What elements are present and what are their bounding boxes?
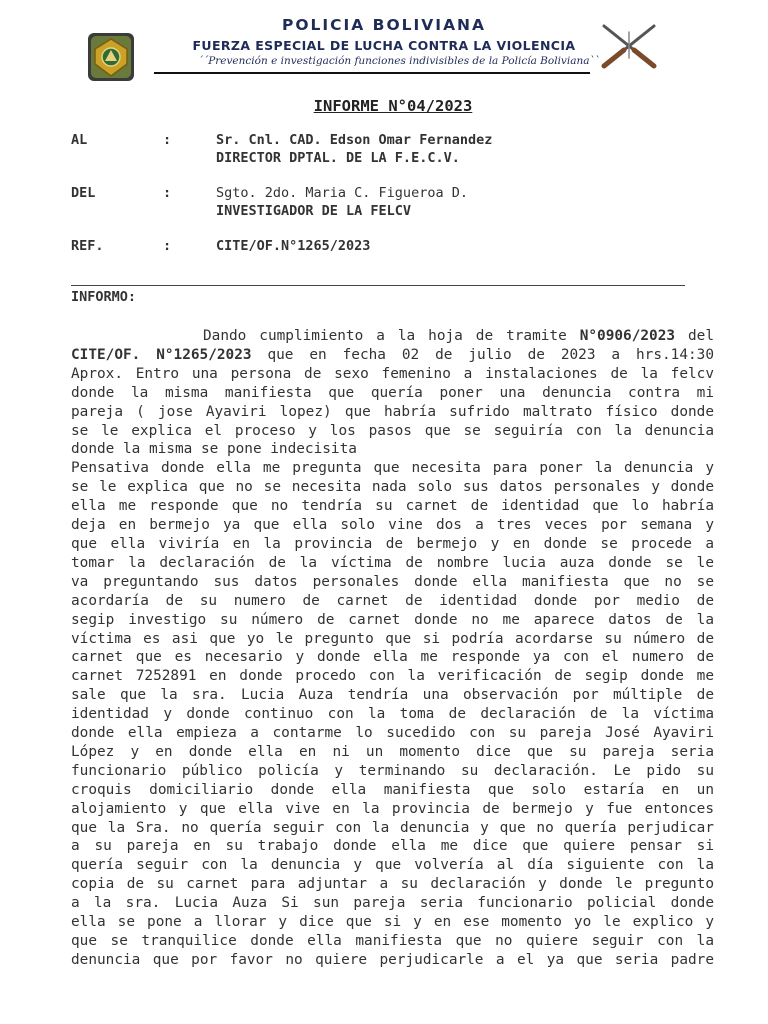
body-line: ella se pone a llorar y dice que si y en ese momento yo le explico y: [71, 914, 714, 931]
body-line: denuncia que por favor no quiere perjudicarle a el ya que seria padre: [71, 951, 714, 968]
del-position: INVESTIGADOR DE LA FELCV: [216, 203, 412, 219]
body-line: donde la misma manifiesta que quería poner una denuncia contra mi: [71, 384, 714, 401]
body-line: se le explica el proceso y los pasos que se seguiría con la denuncia: [71, 422, 714, 439]
document-title: INFORME N°04/2023: [313, 97, 473, 115]
body-line: que se tranquilice donde ella manifiesta que no quiere seguir con la: [71, 933, 714, 949]
body-line: tomar la declaración de la víctima de nombre lucia auza donde se le: [71, 554, 714, 571]
body-line: se le explica que no se necesita nada solo sus datos personales y donde: [71, 479, 714, 496]
del-name: Sgto. 2do. Maria C. Figueroa D.: [216, 185, 468, 201]
body-line: pareja ( jose Ayaviri lopez) que habría sufrido maltrato físico donde: [71, 403, 714, 420]
del-colon: :: [163, 185, 172, 201]
ref-value: CITE/OF.N°1265/2023: [216, 238, 371, 254]
org-motto: ´´Prevención e investigación funciones indivisibles de la Policía Boliviana``: [197, 55, 600, 67]
body-line: que ella viviría en la provincia de bermejo y en donde se procede a: [71, 535, 714, 552]
body-line: donde la misma se pone indecisita: [71, 441, 357, 458]
body-line: alojamiento y que ella vive en la provincia de bermejo y fue entonces: [71, 800, 714, 817]
body-line: deja en bermejo ya que ella solo vine dos a tres veces por semana y: [71, 517, 714, 534]
ref-colon: :: [163, 238, 172, 254]
crossed-rifles-icon: [598, 18, 660, 72]
body-line: ella me responde que no tendría su carnet de identidad que lo habría: [71, 498, 714, 515]
body-text-run: Dando cumplimiento a la hoja de tramite: [203, 328, 580, 344]
cite-number: CITE/OF. N°1265/2023: [71, 346, 252, 363]
org-title: POLICIA BOLIVIANA: [281, 16, 487, 34]
body-line: que la Sra. no quería seguir con la denuncia y que no quería perjudicar: [71, 819, 714, 836]
body-line: López y en donde ella en ni un momento dice que su pareja seria: [71, 743, 714, 760]
body-text-run: que en fecha 02 de julio de 2023 a hrs.14:30: [251, 346, 714, 363]
tramite-number: N°0906/2023: [579, 328, 676, 344]
del-value: [216, 184, 736, 220]
body-line: a la sra. Lucia Auza Si sun pareja seria funcionario policial donde: [71, 895, 714, 912]
body-line: croquis domiciliario donde ella manifiesta que solo estaría en un: [71, 781, 714, 798]
al-value: [216, 131, 736, 167]
body-line: va preguntando sus datos personales donde ella manifiesta que no se: [71, 573, 714, 590]
header-divider: [154, 72, 590, 74]
body-line: sale que la sra. Lucia Auza tendría una observación por múltiple de: [71, 687, 714, 704]
letterhead: [0, 0, 768, 90]
al-name: Sr. Cnl. CAD. Edson Omar Fernandez: [216, 132, 493, 148]
body-line: carnet 7252891 en donde procedo con la verificación de segip donde me: [71, 668, 714, 685]
org-subtitle: FUERZA ESPECIAL DE LUCHA CONTRA LA VIOLENCIA: [192, 38, 576, 53]
body-line: funcionario público policía y terminando su declaración. Le pido su: [71, 762, 714, 779]
body-line: Pensativa donde ella me pregunta que necesita para poner la denuncia y: [71, 460, 714, 477]
body-line: quería seguir con la denuncia y que volvería al día siguiente con la: [71, 857, 714, 874]
body-text-run: del: [675, 328, 714, 344]
body-line: Aprox. Entro una persona de sexo femenino a instalaciones de la felcv: [71, 365, 714, 382]
body-line: copia de su carnet para adjuntar a su declaración y donde le pregunto: [71, 876, 714, 893]
section-heading: INFORMO:: [71, 289, 137, 305]
al-label: AL: [71, 132, 88, 148]
police-emblem-icon: [85, 30, 137, 84]
body-line: donde ella empieza a contarme lo sucedido con su pareja José Ayaviri: [71, 725, 714, 742]
body-line: a su pareja en su trabajo donde ella me dice que quiere pensar si: [71, 838, 714, 855]
ref-label: REF.: [71, 238, 104, 254]
body-paragraph: [71, 365, 714, 970]
section-divider: [71, 285, 685, 286]
body-line: carnet que es necesario y donde ella me responde ya con el numero de: [71, 649, 714, 666]
del-label: DEL: [71, 185, 96, 201]
al-position: DIRECTOR DPTAL. DE LA F.E.C.V.: [216, 150, 460, 166]
body-line: identidad y donde continuo con la toma de declaración de la víctima: [71, 706, 714, 723]
body-line: [71, 346, 714, 365]
body-line: segip investigo su número de carnet donde no me aparece datos de la: [71, 611, 714, 628]
body-line: [71, 327, 714, 346]
body-line: acordaría de su numero de carnet de identidad donde por medio de: [71, 592, 714, 609]
body-line: víctima es asi que yo le pregunto que si podría acordarse su número de: [71, 630, 714, 647]
report-body: [71, 327, 714, 970]
al-colon: :: [163, 132, 172, 148]
